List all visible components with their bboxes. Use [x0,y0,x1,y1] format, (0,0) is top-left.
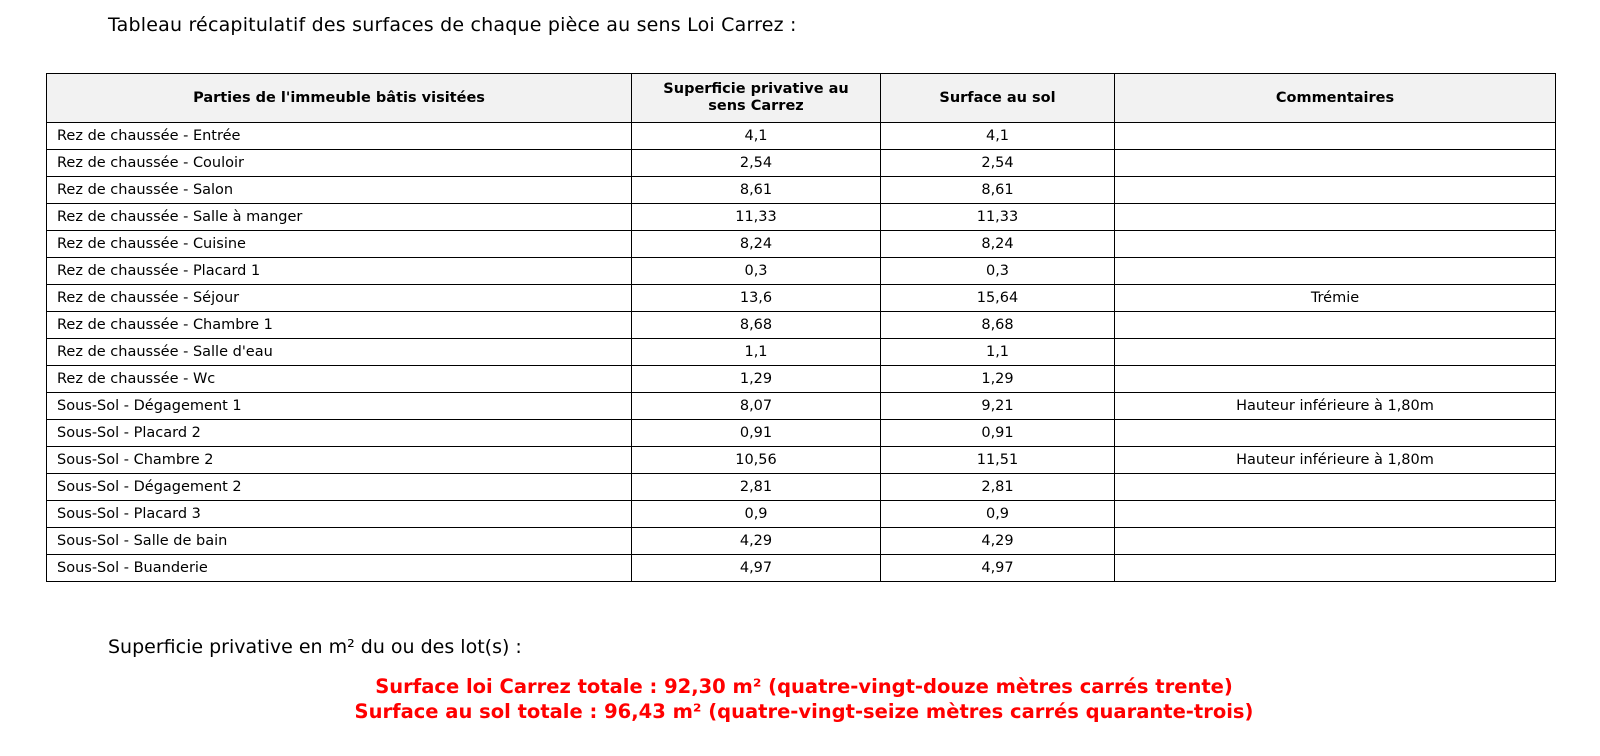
cell-carrez: 8,68 [632,312,881,339]
total-carrez: Surface loi Carrez totale : 92,30 m² (quatre-vingt-douze mètres carrés trente) [375,675,1233,698]
cell-comment [1115,150,1556,177]
header-comment: Commentaires [1115,74,1556,123]
cell-sol: 11,51 [881,447,1115,474]
cell-sol: 0,91 [881,420,1115,447]
cell-carrez: 0,3 [632,258,881,285]
table-row [47,123,1556,150]
table-row [47,555,1556,582]
cell-sol: 0,3 [881,258,1115,285]
cell-room: Rez de chaussée - Salon [47,177,632,204]
table-row [47,339,1556,366]
header-carrez-line1: Superficie privative au [663,81,849,97]
cell-comment: Hauteur inférieure à 1,80m [1115,393,1556,420]
table-row [47,258,1556,285]
cell-carrez: 0,91 [632,420,881,447]
cell-carrez: 13,6 [632,285,881,312]
cell-sol: 9,21 [881,393,1115,420]
table-row [47,474,1556,501]
cell-room: Sous-Sol - Placard 2 [47,420,632,447]
table-row [47,204,1556,231]
header-sol: Surface au sol [881,74,1115,123]
cell-room: Sous-Sol - Chambre 2 [47,447,632,474]
table-body [47,123,1556,582]
cell-room: Rez de chaussée - Salle à manger [47,204,632,231]
cell-room: Rez de chaussée - Séjour [47,285,632,312]
cell-carrez: 1,29 [632,366,881,393]
cell-room: Sous-Sol - Dégagement 2 [47,474,632,501]
cell-comment: Hauteur inférieure à 1,80m [1115,447,1556,474]
document-title: Tableau récapitulatif des surfaces de chaque pièce au sens Loi Carrez : [108,14,797,36]
cell-comment [1115,231,1556,258]
cell-carrez: 8,61 [632,177,881,204]
cell-carrez: 4,1 [632,123,881,150]
cell-comment [1115,204,1556,231]
cell-sol: 8,24 [881,231,1115,258]
cell-comment [1115,312,1556,339]
cell-room: Rez de chaussée - Salle d'eau [47,339,632,366]
cell-room: Rez de chaussée - Chambre 1 [47,312,632,339]
table-row [47,501,1556,528]
cell-room: Sous-Sol - Placard 3 [47,501,632,528]
table-row [47,366,1556,393]
table-row [47,447,1556,474]
cell-carrez: 4,29 [632,528,881,555]
cell-sol: 11,33 [881,204,1115,231]
table-row [47,231,1556,258]
cell-sol: 8,68 [881,312,1115,339]
cell-sol: 4,29 [881,528,1115,555]
cell-comment [1115,420,1556,447]
cell-room: Sous-Sol - Buanderie [47,555,632,582]
header-room: Parties de l'immeuble bâtis visitées [47,74,632,123]
cell-carrez: 2,54 [632,150,881,177]
total-sol: Surface au sol totale : 96,43 m² (quatre-vingt-seize mètres carrés quarante-trois) [354,700,1254,723]
cell-room: Rez de chaussée - Entrée [47,123,632,150]
cell-comment [1115,528,1556,555]
cell-sol: 0,9 [881,501,1115,528]
cell-room: Sous-Sol - Dégagement 1 [47,393,632,420]
table-row [47,312,1556,339]
cell-sol: 8,61 [881,177,1115,204]
table-header-row [47,74,1556,123]
surfaces-table [46,73,1556,582]
cell-comment [1115,474,1556,501]
cell-room: Rez de chaussée - Placard 1 [47,258,632,285]
table-row [47,177,1556,204]
cell-sol: 2,54 [881,150,1115,177]
cell-comment [1115,366,1556,393]
cell-comment [1115,501,1556,528]
cell-comment [1115,177,1556,204]
cell-carrez: 11,33 [632,204,881,231]
cell-sol: 15,64 [881,285,1115,312]
cell-carrez: 10,56 [632,447,881,474]
cell-room: Rez de chaussée - Wc [47,366,632,393]
cell-sol: 4,1 [881,123,1115,150]
cell-comment [1115,555,1556,582]
summary-label: Superficie privative en m² du ou des lot(s) : [108,636,522,658]
cell-sol: 4,97 [881,555,1115,582]
cell-comment [1115,258,1556,285]
table-row [47,393,1556,420]
table-row [47,528,1556,555]
cell-comment [1115,339,1556,366]
cell-carrez: 8,07 [632,393,881,420]
table-row [47,150,1556,177]
cell-sol: 1,1 [881,339,1115,366]
cell-room: Rez de chaussée - Cuisine [47,231,632,258]
header-carrez [632,74,881,123]
cell-comment [1115,123,1556,150]
cell-carrez: 1,1 [632,339,881,366]
table-row [47,285,1556,312]
header-carrez-line2: sens Carrez [708,98,804,114]
cell-carrez: 8,24 [632,231,881,258]
cell-sol: 2,81 [881,474,1115,501]
table-row [47,420,1556,447]
cell-sol: 1,29 [881,366,1115,393]
cell-room: Sous-Sol - Salle de bain [47,528,632,555]
cell-room: Rez de chaussée - Couloir [47,150,632,177]
cell-carrez: 0,9 [632,501,881,528]
cell-carrez: 4,97 [632,555,881,582]
cell-comment: Trémie [1115,285,1556,312]
cell-carrez: 2,81 [632,474,881,501]
